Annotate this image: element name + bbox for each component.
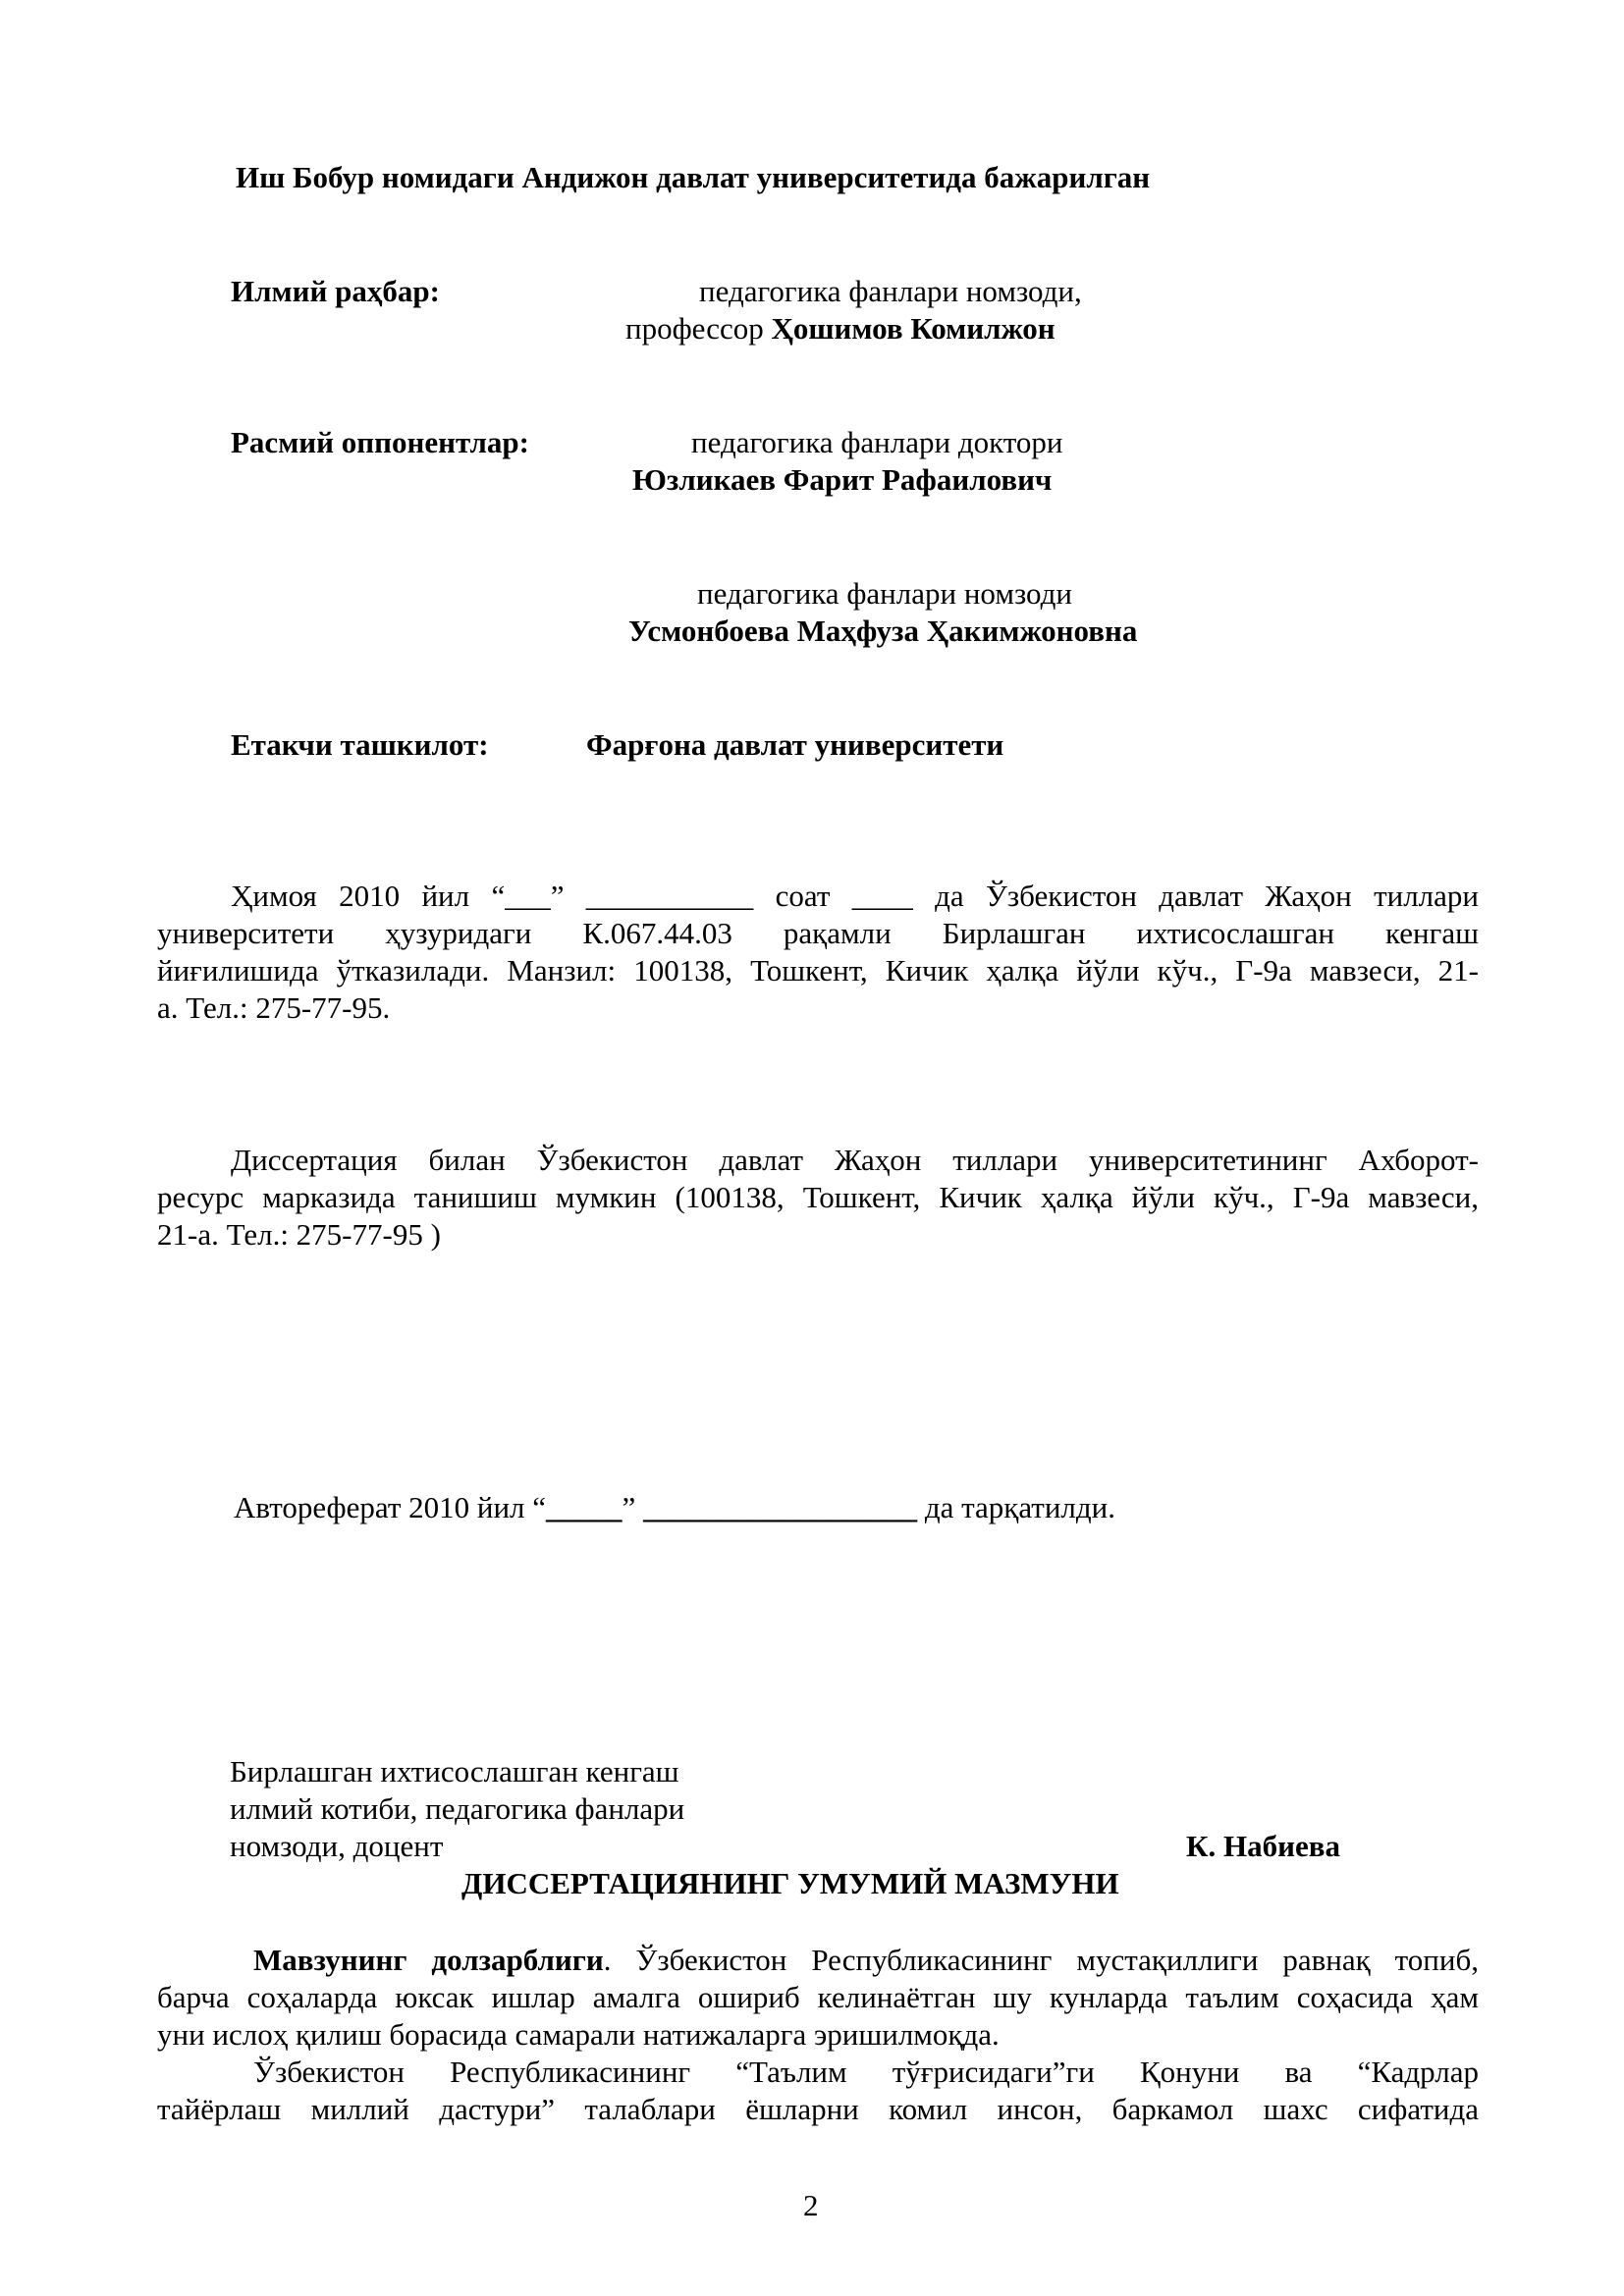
library-line: Диссертация билан Ўзбекистон давлат Жаҳон тиллари университетининг Ахборот- — [231, 1143, 1479, 1177]
opponent2-name: Усмонбоева Маҳфуза Ҳакимжоновна — [628, 614, 1138, 648]
summary-paragraph-2 — [157, 2054, 1479, 2128]
supervisor-degree: педагогика фанлари номзоди, — [699, 274, 1082, 308]
defense-paragraph — [157, 878, 1479, 1027]
summary-p2-line: тайёрлаш миллий дастури” талаблари ёшларни комил инсон, баркамол шахс сифатида — [157, 2092, 1479, 2126]
abstract-sent-line — [234, 1489, 1115, 1526]
supervisor-title: профессор — [625, 311, 772, 346]
institution-line: Иш Бобур номидаги Андижон давлат университетида бажарилган — [236, 160, 1151, 194]
leading-org-label: Етакчи ташкилот: — [231, 727, 489, 762]
secretary-line-1: Бирлашган ихтисослашган кенгаш — [230, 1754, 679, 1789]
leading-org-name: Фарғона давлат университети — [586, 727, 1004, 762]
supervisor-label: Илмий раҳбар: — [231, 274, 440, 308]
opponent1-name: Юзликаев Фарит Рафаилович — [632, 462, 1053, 497]
abstract-sent-blank-day: _____ — [546, 1490, 623, 1524]
secretary-line-2: илмий котиби, педагогика фанлари — [230, 1791, 685, 1826]
library-line: ресурс марказида танишиш мумкин (100138, Тошкент, Кичик ҳалқа йўли кўч., Г-9а мавзеси, — [157, 1180, 1479, 1214]
summary-p2-line: Ўзбекистон Республикасининг “Таълим тўғрисидаги”ги Қонуни ва “Кадрлар — [253, 2055, 1479, 2089]
abstract-sent-prefix: Автореферат 2010 йил “ — [234, 1490, 547, 1524]
supervisor-name: Ҳошимов Комилжон — [771, 311, 1056, 346]
summary-topic-label: Мавзунинг долзарблиги — [253, 1943, 604, 1977]
summary-paragraph-1 — [157, 1942, 1479, 2054]
library-line: 21-а. Тел.: 275-77-95 ) — [157, 1217, 441, 1252]
summary-p1-line: барча соҳаларда юксак ишлар амалга ошириб келинаётган шу кунларда таълим соҳасида ҳам — [157, 1980, 1479, 2014]
abstract-sent-middle: ” — [622, 1490, 644, 1524]
opponent1-degree: педагогика фанлари доктори — [691, 425, 1063, 459]
abstract-sent-suffix: да тарқатилди. — [917, 1490, 1116, 1524]
defense-line: йиғилишида ўтказилади. Манзил: 100138, Тошкент, Кичик ҳалқа йўли кўч., Г-9а мавзеси, 21- — [157, 953, 1479, 988]
page-number: 2 — [803, 2188, 819, 2222]
secretary-name: К. Набиева — [1186, 1829, 1340, 1863]
opponents-label: Расмий оппонентлар: — [231, 425, 529, 459]
opponent2-degree: педагогика фанлари номзоди — [697, 576, 1072, 611]
summary-p1-line: уни ислоҳ қилиш борасида самарали натижаларга эришилмоқда. — [157, 2017, 1000, 2052]
defense-line: Ҳимоя 2010 йил “___” ___________ соат ____ да Ўзбекистон давлат Жаҳон тиллари — [231, 879, 1479, 913]
library-paragraph — [157, 1142, 1479, 1254]
defense-line: университети ҳузуридаги К.067.44.03 рақамли Бирлашган ихтисослашган кенгаш — [157, 916, 1479, 950]
secretary-line-3: номзоди, доцент — [230, 1829, 444, 1863]
supervisor-name-line — [625, 310, 1056, 347]
abstract-sent-blank-month: __________________ — [643, 1490, 918, 1524]
summary-p1-line — [157, 1942, 1479, 1979]
summary-p1-text: . Ўзбекистон Республикасининг мустақиллиги равнақ топиб, — [603, 1943, 1479, 1977]
summary-heading: ДИССЕРТАЦИЯНИНГ УМУМИЙ МАЗМУНИ — [461, 1866, 1119, 1900]
defense-line: а. Тел.: 275-77-95. — [157, 990, 391, 1025]
